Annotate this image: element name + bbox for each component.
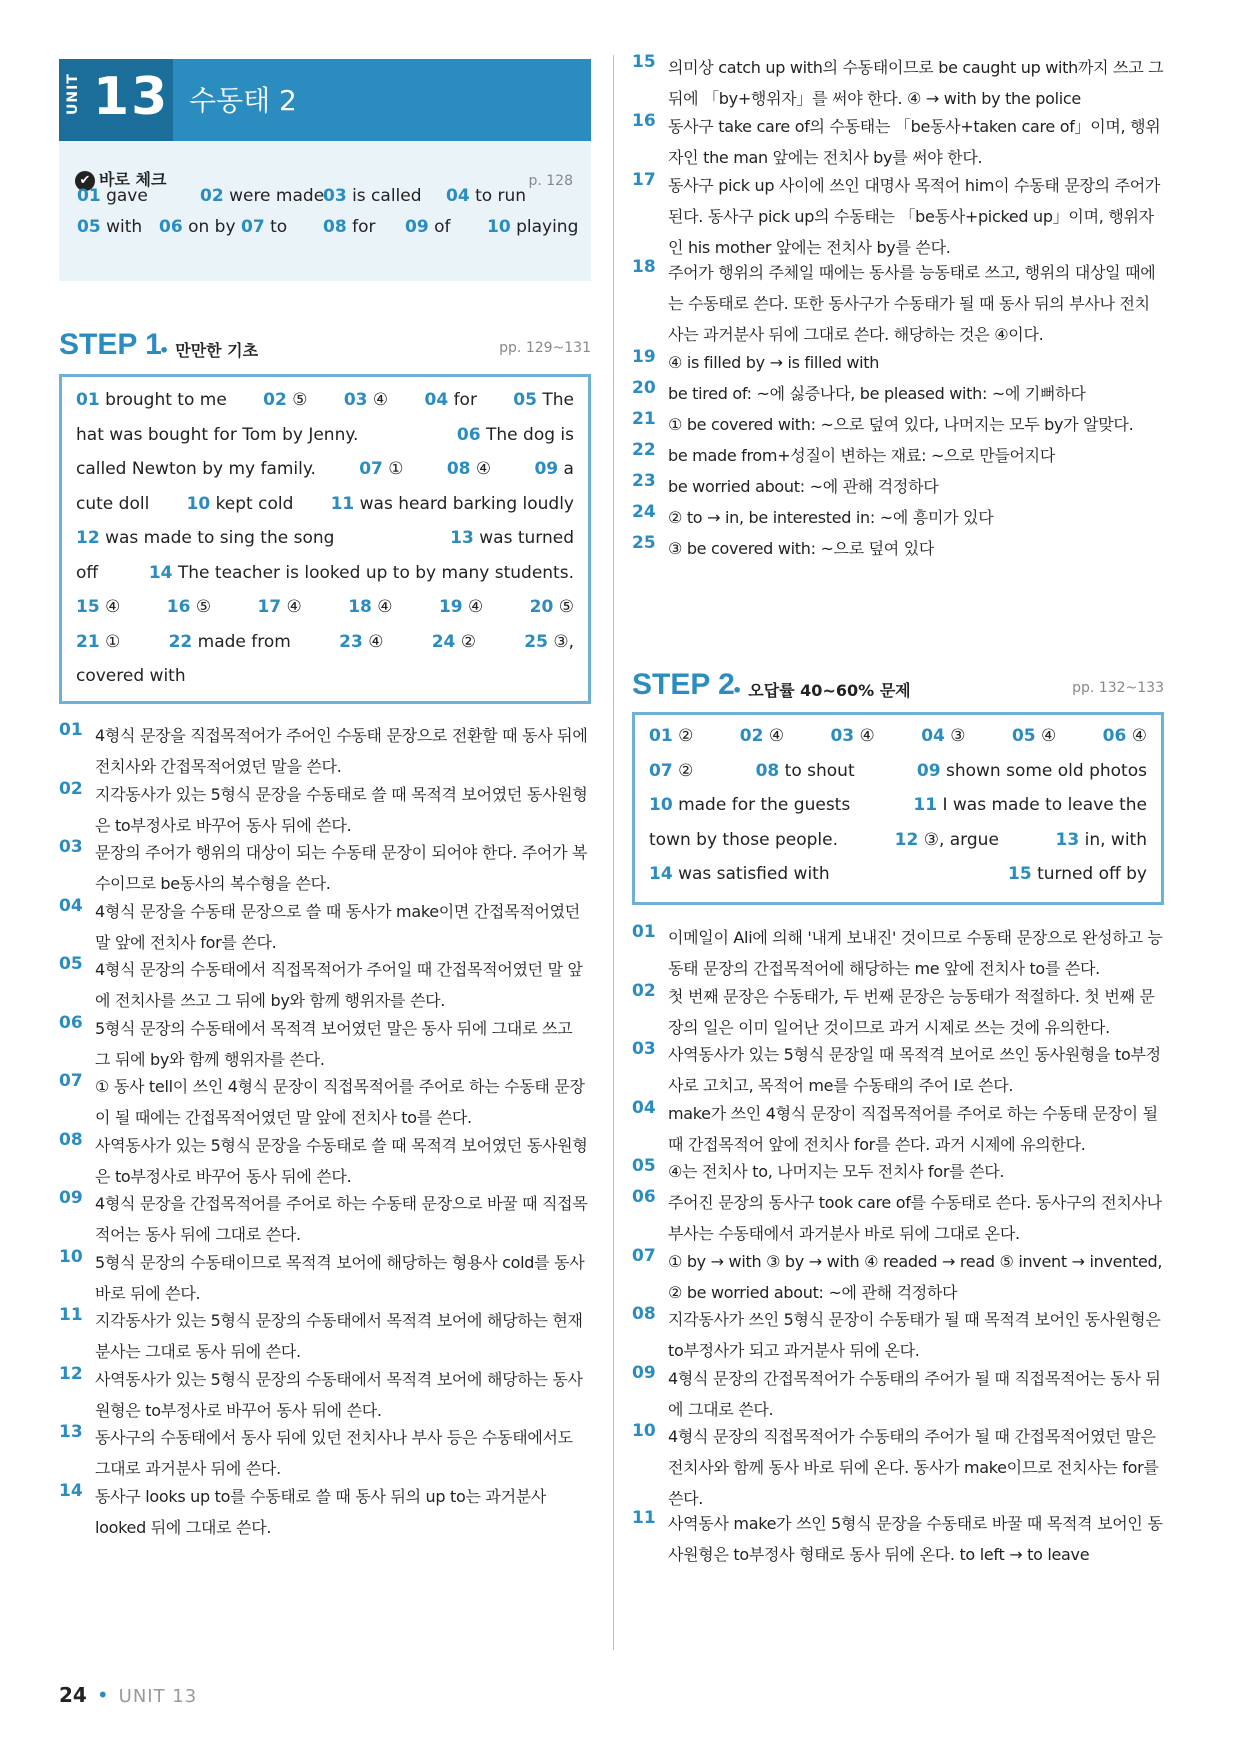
answer-text: ③ (950, 726, 966, 746)
explanation-number: 05 (59, 954, 83, 974)
answer-text: off (76, 562, 99, 583)
explanation-number: 04 (632, 1097, 656, 1118)
answer-item (1103, 726, 1147, 746)
answer-text: The teacher is looked up to by many students. (177, 562, 574, 583)
answer-text: to shout (784, 760, 855, 781)
answer-item (159, 217, 236, 237)
answer-item (323, 217, 375, 237)
explanation-number: 11 (632, 1508, 656, 1528)
explanation-number: 12 (59, 1363, 83, 1384)
answer-text: ④ (286, 597, 302, 617)
answer-text: gave (106, 186, 148, 206)
answer-item (457, 425, 574, 445)
answer-text: ④ (377, 597, 393, 617)
explanation-number: 13 (59, 1422, 83, 1442)
answer-text: ⑤ (195, 597, 212, 617)
explanation-number: 25 (632, 533, 656, 553)
answer-number: 07 (649, 760, 673, 781)
answer-line (649, 864, 1147, 884)
answer-text: to (270, 217, 288, 237)
answer-text: I was made to leave the (942, 795, 1147, 815)
answer-number: 02 (739, 726, 764, 746)
answer-text: ④ (768, 726, 785, 746)
explanation-number: 03 (59, 837, 83, 857)
answer-number: 20 (529, 597, 554, 617)
unit-number: 13 (93, 67, 170, 127)
explanation-text: 첫 번째 문장은 수동태가, 두 번째 문장은 능동태가 적절하다. 첫 번째 문장의 일은 이미 일어난 것이므로 과거 시제로 쓰는 것에 유의한다. (668, 986, 1155, 1037)
answer-text: ② (678, 760, 694, 781)
explanation-text: 5형식 문장의 수동태에서 목적격 보어였던 말은 동사 뒤에 그대로 쓰고 그 뒤에 by와 함께 행위자를 쓴다. (95, 1018, 573, 1069)
answer-number: 01 (649, 726, 673, 746)
answer-item (424, 390, 476, 410)
answer-line (76, 425, 574, 445)
answer-item (524, 632, 574, 652)
answer-item (76, 563, 98, 583)
answer-number: 06 (456, 424, 481, 445)
answer-number: 15 (76, 597, 100, 617)
answer-text: kept cold (215, 493, 294, 514)
step2-label: STEP 2 (632, 668, 735, 701)
answer-text: of (434, 217, 451, 237)
answer-item (323, 186, 422, 206)
answer-number: 06 (1102, 726, 1127, 746)
explanation-text: 지각동사가 있는 5형식 문장의 수동태에서 목적격 보어에 해당하는 현재분사는 그대로 동사 뒤에 쓴다. (95, 1311, 583, 1361)
answer-text: ③, argue (923, 829, 999, 850)
answer-number: 07 (359, 459, 383, 479)
answer-item (913, 795, 1147, 815)
answer-text: brought to me (105, 390, 227, 410)
answer-number: 02 (263, 390, 287, 410)
explanation-text: 주어가 행위의 주체일 때에는 동사를 능동태로 쓰고, 행위의 대상일 때에는 수동태로 쓴다. 또한 동사구가 수동태가 될 때 동사 뒤의 부사나 전치사는 과거분사 뒤에 그대로 쓴다. 해당하는 것은 ④이다. (668, 263, 1156, 344)
explanation-number: 07 (632, 1245, 656, 1266)
answer-number: 13 (450, 528, 474, 548)
answer-number: 18 (348, 597, 372, 617)
answer-number: 08 (446, 459, 471, 479)
explanation-text: ④는 전치사 to, 나머지는 모두 전치사 for를 쓴다. (668, 1162, 1005, 1181)
answer-item (917, 761, 1147, 781)
explanation-number: 08 (59, 1129, 83, 1150)
answer-text: a (563, 459, 574, 479)
answer-text: for (453, 390, 477, 410)
answer-text: ④ (468, 597, 484, 617)
answer-text: is called (352, 186, 422, 206)
page-number: 24 (59, 1683, 87, 1707)
explanation-number: 01 (59, 720, 83, 740)
step1-label: STEP 1 (59, 328, 162, 361)
answer-number: 07 (241, 217, 265, 237)
answer-text: ④ (1041, 726, 1057, 746)
answer-item (77, 186, 148, 206)
explanation-number: 02 (632, 980, 656, 1001)
answer-item (649, 795, 850, 815)
answer-number: 11 (913, 795, 938, 815)
answer-item (446, 186, 526, 206)
quick-check-page: p. 128 (528, 173, 573, 189)
answer-number: 03 (323, 186, 347, 206)
answer-item (450, 528, 574, 548)
answer-item (740, 726, 784, 746)
explanation-number: 10 (59, 1246, 83, 1267)
answer-item (432, 632, 476, 652)
explanation-number: 21 (632, 409, 656, 429)
unit-tab (59, 59, 173, 153)
explanation-number: 06 (59, 1012, 83, 1033)
explanation-number: 24 (632, 502, 656, 522)
answer-item (76, 459, 316, 479)
answer-text: shown some old photos (945, 760, 1147, 781)
explanation-text: 주어진 문장의 동사구 took care of를 수동태로 쓴다. 동사구의 전치사나 부사는 수동태에서 과거분사 바로 뒤에 그대로 온다. (668, 1193, 1162, 1243)
answer-item (513, 390, 574, 410)
explanation-number: 10 (632, 1421, 656, 1441)
answer-line (649, 761, 1147, 781)
step2-header (632, 668, 1164, 708)
explanation-number: 11 (59, 1305, 83, 1325)
explanation-text: 5형식 문장의 수동태이므로 목적격 보어에 해당하는 형용사 cold를 동사 바로 뒤에 쓴다. (95, 1252, 585, 1303)
answer-text: ① (105, 631, 121, 652)
answer-item (167, 597, 211, 617)
step1-subtitle: • 만만한 기초 (159, 341, 259, 360)
answer-item (756, 761, 855, 781)
explanation-number: 06 (632, 1187, 656, 1207)
answer-text: ④ (105, 597, 121, 617)
answer-number: 02 (200, 186, 224, 206)
explanation-text: 사역동사가 있는 5형식 문장을 수동태로 쓸 때 목적격 보어였던 동사원형은 to부정사로 바꾸어 동사 뒤에 쓴다. (95, 1135, 588, 1186)
answer-number: 22 (168, 631, 193, 652)
answer-line (649, 830, 1147, 850)
explanation-number: 09 (59, 1188, 83, 1208)
answer-item (331, 494, 574, 514)
explanation-text: 4형식 문장의 수동태에서 직접목적어가 주어일 때 간접목적어였던 말 앞에 전치사를 쓰고 그 뒤에 by와 함께 행위자를 쓴다. (95, 960, 583, 1010)
answer-text: The (542, 390, 574, 410)
answer-item (263, 390, 307, 410)
answer-item (241, 217, 287, 237)
answer-text: for (352, 217, 376, 237)
quick-check-title: ✔ 바로 체크 (75, 167, 166, 191)
answer-text: was made to sing the song (105, 528, 335, 548)
footer-unit: UNIT 13 (118, 1686, 198, 1707)
explanation-number: 01 (632, 922, 656, 942)
answer-number: 06 (159, 217, 183, 237)
quick-check-box (59, 141, 591, 281)
answer-item (649, 726, 693, 746)
answer-item (76, 390, 227, 410)
answer-text: turned off by (1037, 864, 1147, 884)
answer-line (76, 528, 574, 548)
explanation-text: 4형식 문장의 직접목적어가 수동태의 주어가 될 때 간접목적어였던 말은 전치사와 함께 동사 바로 뒤에 온다. 동사가 make이므로 전치사는 for를 쓴다. (668, 1427, 1159, 1508)
step1-pages: pp. 129~131 (499, 340, 591, 356)
explanation-number: 22 (632, 440, 656, 460)
explanation-text: ② to → in, be interested in: ~에 흥미가 있다 (668, 508, 994, 527)
answer-text: ① (388, 459, 404, 479)
answer-number: 10 (186, 493, 211, 514)
unit-header (59, 59, 591, 141)
answer-item (439, 597, 483, 617)
answer-text: ④ (475, 459, 492, 479)
explanation-text: ① by → with ③ by → with ④ readed → read ⑤ invent → invented, ② be worried about: ~에 관해 걱정하다 (668, 1251, 1163, 1302)
answer-number: 19 (438, 597, 463, 617)
answer-line (76, 632, 574, 652)
answer-item (1008, 864, 1147, 884)
explanation-text: 동사구 looks up to를 수동태로 쓸 때 동사 뒤의 up to는 과거분사 looked 뒤에 그대로 쓴다. (95, 1486, 547, 1537)
unit-word: UNIT (65, 73, 81, 115)
explanation-number: 05 (632, 1156, 656, 1176)
answer-number: 14 (649, 864, 673, 884)
answer-item (76, 425, 358, 445)
explanation-number: 15 (632, 52, 656, 72)
answer-item (830, 726, 874, 746)
answer-number: 14 (148, 562, 173, 583)
answer-number: 10 (649, 795, 673, 815)
answer-text: in, with (1084, 829, 1147, 850)
answer-number: 16 (166, 597, 191, 617)
answer-text: ⑤ (558, 597, 574, 617)
answer-item (77, 217, 142, 237)
answer-item (169, 632, 291, 652)
answer-number: 10 (487, 217, 511, 237)
explanation-text: 문장의 주어가 행위의 대상이 되는 수동태 문장이 되어야 한다. 주어가 복수이므로 be동사의 복수형을 쓴다. (95, 843, 588, 893)
explanation-text: 의미상 catch up with의 수동태이므로 be caught up with까지 쓰고 그 뒤에 「by+행위자」를 써야 한다. ④ → with by the police (668, 58, 1164, 108)
step1-header (59, 328, 591, 368)
explanation-text: be made from+성질이 변하는 재료: ~으로 만들어지다 (668, 446, 1055, 465)
answer-item (149, 563, 574, 583)
answer-item (649, 830, 838, 850)
answer-number: 09 (916, 760, 941, 781)
column-divider (613, 55, 614, 1650)
answer-item (447, 459, 491, 479)
explanation-text: be worried about: ~에 관해 걱정하다 (668, 477, 939, 496)
page-footer: 24 • UNIT 13 (59, 1683, 198, 1707)
answer-item (76, 528, 334, 548)
answer-number: 11 (330, 493, 355, 514)
explanation-text: be tired of: ~에 싫증나다, be pleased with: ~에 기뻐하다 (668, 384, 1086, 403)
explanation-text: 동사구의 수동태에서 동사 뒤에 있던 전치사나 부사 등은 수동태에서도 그대로 과거분사 뒤에 쓴다. (95, 1428, 573, 1478)
answer-text: to run (475, 186, 527, 206)
answer-text: on by (188, 217, 236, 237)
answer-number: 04 (424, 390, 449, 410)
answer-line (76, 390, 574, 410)
explanation-text: 4형식 문장의 간접목적어가 수동태의 주어가 될 때 직접목적어는 동사 뒤에 그대로 쓴다. (668, 1368, 1161, 1419)
explanation-text: 이메일이 Ali에 의해 '내게 보내진' 것이므로 수동태 문장으로 완성하고 능동태 문장의 간접목적어에 해당하는 me 앞에 전치사 to를 쓴다. (668, 928, 1163, 978)
answer-number: 04 (446, 186, 470, 206)
answer-number: 25 (524, 631, 548, 652)
answer-text: ④ (1131, 726, 1147, 746)
explanation-number: 17 (632, 170, 656, 190)
answer-number: 09 (405, 217, 429, 237)
explanation-number: 04 (59, 895, 83, 916)
step2-pages: pp. 132~133 (1072, 680, 1164, 696)
answer-item (649, 864, 830, 884)
explanation-text: ① 동사 tell이 쓰인 4형식 문장이 직접목적어를 주어로 하는 수동태 문장이 될 때에는 간접목적어였던 말 앞에 전치사 to를 쓴다. (95, 1077, 585, 1127)
explanation-number: 03 (632, 1039, 656, 1059)
answer-text: town by those people. (649, 829, 838, 850)
answer-item (649, 761, 693, 781)
explanation-text: ④ is filled by → is filled with (668, 353, 880, 372)
answer-item (534, 459, 574, 479)
answer-number: 09 (534, 459, 559, 479)
step2-answer-box (632, 712, 1164, 905)
explanation-text: 사역동사가 있는 5형식 문장의 수동태에서 목적격 보어에 해당하는 동사원형은 to부정사로 바꾸어 동사 뒤에 쓴다. (95, 1369, 583, 1420)
answer-item (348, 597, 392, 617)
answer-number: 05 (513, 390, 537, 410)
answer-text: hat was bought for Tom by Jenny. (76, 424, 359, 445)
answer-text: ④ (859, 726, 875, 746)
answer-item (186, 494, 293, 514)
explanation-number: 14 (59, 1480, 83, 1501)
explanation-number: 19 (632, 347, 656, 367)
answer-text: covered with (76, 666, 186, 686)
answer-number: 12 (894, 829, 919, 850)
answer-item (530, 597, 574, 617)
answer-line (649, 726, 1147, 746)
answer-number: 21 (76, 631, 100, 652)
answer-item (921, 726, 965, 746)
explanation-text: 사역동사 make가 쓰인 5형식 문장을 수동태로 바꿀 때 목적격 보어인 동사원형은 to부정사 형태로 동사 뒤에 온다. to left → to leave (668, 1514, 1163, 1564)
answer-number: 03 (343, 390, 368, 410)
answer-text: ③, (553, 631, 574, 652)
explanation-number: 09 (632, 1362, 656, 1383)
unit-title: 수동태 2 (189, 84, 297, 117)
explanation-number: 02 (59, 778, 83, 799)
answer-number: 17 (257, 597, 282, 617)
answer-item (405, 217, 450, 237)
checkmark-icon: ✔ (75, 171, 95, 191)
answer-text: were made (229, 186, 325, 206)
explanation-text: ① be covered with: ~으로 덮여 있다, 나머지는 모두 by가 알맞다. (668, 415, 1134, 434)
answer-number: 23 (339, 631, 363, 652)
answer-number: 12 (76, 528, 100, 548)
answer-item (1012, 726, 1056, 746)
answer-number: 05 (77, 217, 101, 237)
answer-item (487, 217, 578, 237)
answer-number: 24 (431, 631, 456, 652)
answer-number: 13 (1055, 829, 1080, 850)
answer-item (76, 666, 186, 686)
answer-number: 01 (76, 390, 100, 410)
answer-number: 04 (921, 726, 945, 746)
answer-line (76, 666, 574, 686)
step2-subtitle: • 오답률 40~60% 문제 (732, 681, 911, 700)
answer-line (649, 795, 1147, 815)
answer-text: ④ (368, 631, 384, 652)
answer-text: made for the guests (678, 795, 851, 815)
answer-text: called Newton by my family. (76, 459, 316, 479)
answer-number: 01 (77, 186, 101, 206)
answer-text: was turned (479, 528, 574, 548)
explanation-text: 4형식 문장을 간접목적어를 주어로 하는 수동태 문장으로 바꿀 때 직접목적어는 동사 뒤에 그대로 쓴다. (95, 1194, 588, 1244)
answer-item (359, 459, 403, 479)
step1-answer-box (59, 374, 591, 704)
explanation-text: 지각동사가 쓰인 5형식 문장이 수동태가 될 때 목적격 보어인 동사원형은 to부정사가 되고 과거분사 뒤에 온다. (668, 1310, 1161, 1360)
answer-text: The dog is (486, 424, 574, 445)
explanation-number: 08 (632, 1304, 656, 1324)
explanation-text: ③ be covered with: ~으로 덮여 있다 (668, 539, 935, 558)
answer-number: 08 (323, 217, 347, 237)
answer-line (76, 563, 574, 583)
answer-item (76, 632, 120, 652)
explanation-text: 동사구 take care of의 수동태는 「be동사+taken care of」이며, 행위자인 the man 앞에는 전치사 by를 써야 한다. (668, 117, 1161, 167)
answer-item (1056, 830, 1147, 850)
answer-line (76, 494, 574, 514)
answer-number: 05 (1011, 726, 1036, 746)
answer-item (339, 632, 383, 652)
answer-number: 15 (1007, 864, 1032, 884)
answer-item (200, 186, 324, 206)
explanation-number: 23 (632, 471, 656, 491)
explanation-number: 07 (59, 1071, 83, 1091)
answer-item (344, 390, 388, 410)
explanation-text: 사역동사가 있는 5형식 문장일 때 목적격 보어로 쓰인 동사원형을 to부정사로 고치고, 목적어 me를 수동태의 주어 I로 쓴다. (668, 1045, 1161, 1095)
answer-item (76, 494, 149, 514)
answer-text: made from (197, 631, 291, 652)
explanation-number: 16 (632, 111, 656, 131)
answer-line (76, 459, 574, 479)
answer-text: ② (460, 631, 477, 652)
answer-text: was heard barking loudly (359, 493, 574, 514)
answer-text: ⑤ (292, 390, 308, 410)
explanation-text: 4형식 문장을 직접목적어가 주어인 수동태 문장으로 전환할 때 동사 뒤에 전치사와 간접목적어였던 말을 쓴다. (95, 726, 588, 776)
answer-number: 03 (830, 726, 855, 746)
answer-number: 08 (755, 760, 780, 781)
answer-item (895, 830, 999, 850)
explanation-text: 지각동사가 있는 5형식 문장을 수동태로 쓸 때 목적격 보어였던 동사원형은 to부정사로 바꾸어 동사 뒤에 쓴다. (95, 784, 588, 835)
answer-text: was satisfied with (678, 864, 830, 884)
answer-text: with (106, 217, 143, 237)
explanation-text: 동사구 pick up 사이에 쓰인 대명사 목적어 him이 수동태 문장의 주어가 된다. 동사구 pick up의 수동태는 「be동사+picked up」이며, 행위자인 his mother 앞에는 전치사 by를 쓴다. (668, 176, 1161, 257)
explanation-number: 20 (632, 378, 656, 398)
answer-line (76, 597, 574, 617)
answer-text: playing (516, 217, 579, 237)
explanation-number: 18 (632, 257, 656, 277)
explanation-text: make가 쓰인 4형식 문장이 직접목적어를 주어로 하는 수동태 문장이 될 때 간접목적어 앞에 전치사 for를 쓴다. 과거 시제에 유의한다. (668, 1103, 1158, 1154)
answer-item (257, 597, 301, 617)
answer-text: ② (678, 726, 694, 746)
explanation-text: 4형식 문장을 수동태 문장으로 쓸 때 동사가 make이면 간접목적어였던 말 앞에 전치사 for를 쓴다. (95, 901, 580, 952)
answer-text: cute doll (76, 493, 150, 514)
answer-item (76, 597, 120, 617)
answer-text: ④ (372, 390, 389, 410)
